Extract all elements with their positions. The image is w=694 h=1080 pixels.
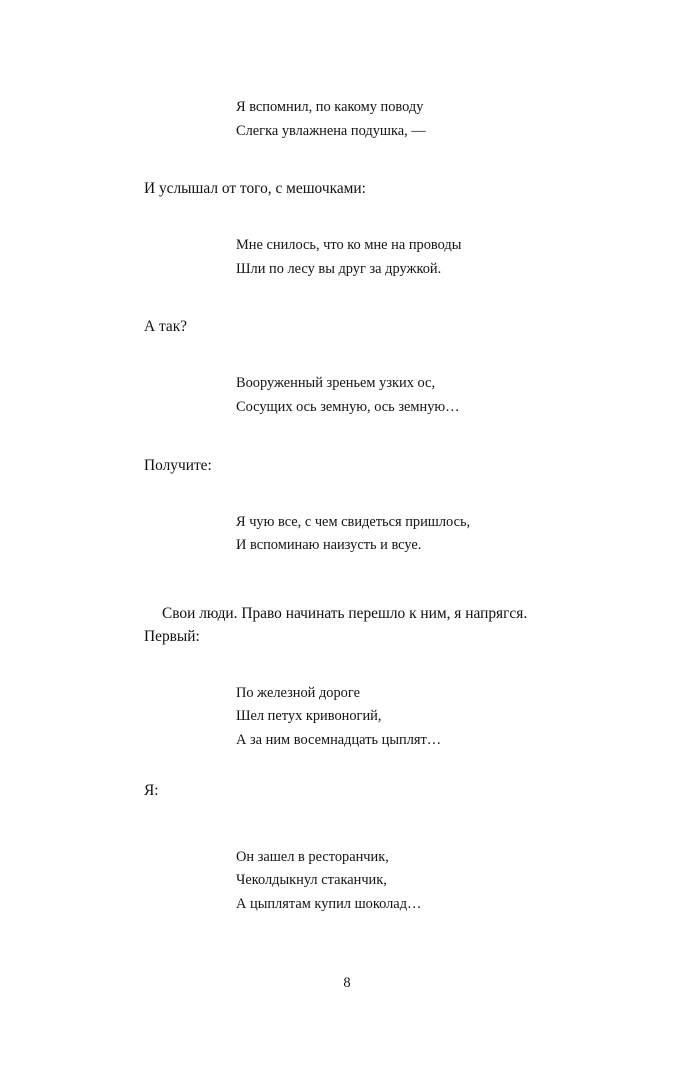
verse-stanza [70, 511, 624, 558]
verse-line: Шел петух кривоногий, [236, 708, 382, 725]
spacer [70, 753, 624, 779]
verse-stanza [70, 372, 624, 419]
verse-line: Чеколдыкнул стаканчик, [236, 872, 387, 889]
verse-stanza [70, 96, 624, 143]
verse-line: И вспоминаю наизусть и всуе. [236, 537, 422, 554]
spacer [70, 338, 624, 372]
verse-line: Шли по лесу вы друг за дружкой. [236, 260, 442, 277]
verse-line: Он зашел в ресторанчик, [236, 848, 389, 865]
speaker-cue: Я: [144, 781, 159, 799]
verse-line: Вооруженный зреньем узких ос, [236, 375, 436, 392]
speaker-cue: А так? [144, 318, 188, 336]
spacer [70, 200, 624, 234]
verse-stanza [70, 682, 624, 753]
spacer [70, 558, 624, 602]
verse-line: Я чую все, с чем свидеться пришлось, [236, 513, 471, 530]
spacer [70, 143, 624, 177]
speaker-cue: И услышал от того, с мешочками: [144, 180, 366, 198]
verse-line: А цыплятам купил шоколад… [236, 895, 422, 912]
verse-line: Мне снилось, что ко мне на проводы [236, 237, 462, 254]
verse-line: Я вспомнил, по какому поводу [236, 99, 424, 115]
verse-stanza [70, 234, 624, 281]
speaker-cue: Получите: [144, 456, 212, 474]
page-number: 8 [343, 975, 351, 991]
stage-direction: Свои люди. Право начинать перешло к ним, я напрягся. [162, 604, 528, 622]
speaker-cue: Первый: [144, 627, 200, 645]
spacer [70, 420, 624, 454]
spacer [70, 916, 624, 950]
verse-stanza [70, 846, 624, 917]
spacer [70, 477, 624, 511]
verse-line: По железной дороге [236, 684, 360, 701]
spacer [70, 802, 624, 846]
verse-line: А за ним восемнадцать цыплят… [236, 731, 442, 748]
spacer [70, 648, 624, 682]
spacer [70, 281, 624, 315]
verse-line: Сосущих ось земную, ось земную… [236, 398, 460, 415]
verse-line: Слегка увлажнена подушка, — [236, 122, 426, 139]
